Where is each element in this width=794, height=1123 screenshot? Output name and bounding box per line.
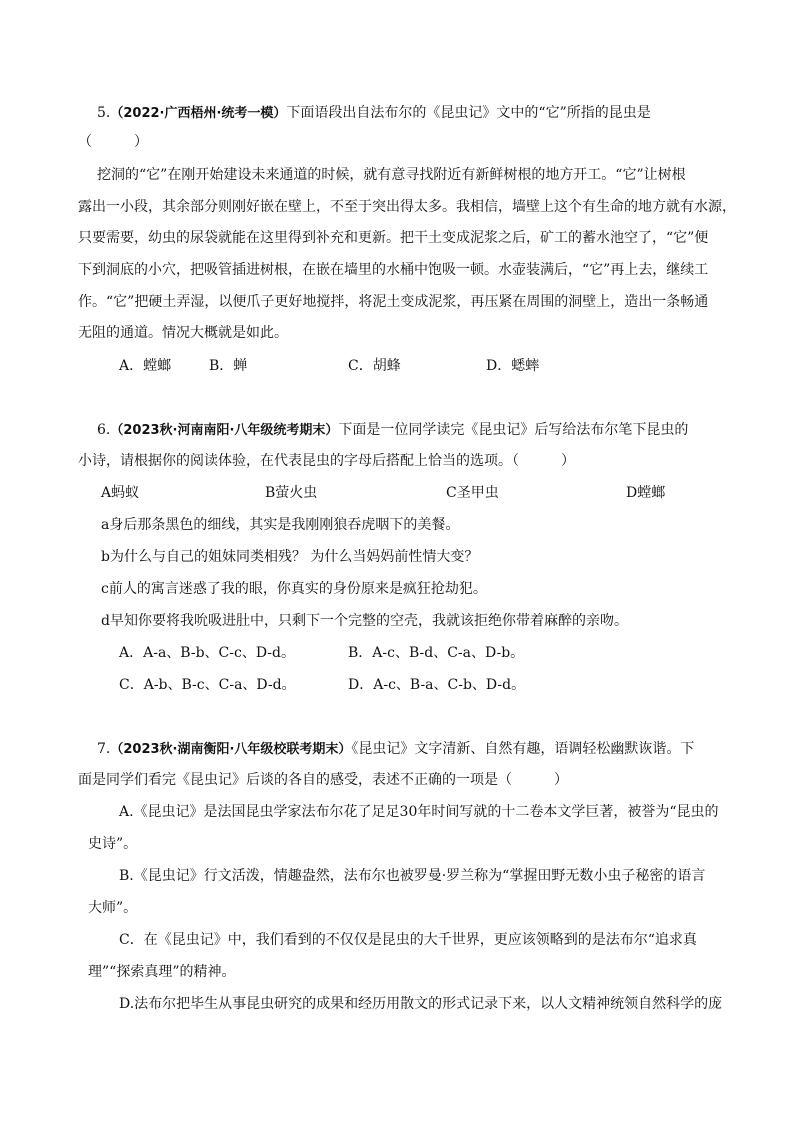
q6-option-b[interactable]: B．A-c、B-d、C-a、D-b。	[348, 645, 525, 661]
q6-insect-d: D螳螂	[626, 485, 666, 501]
q6-option-a[interactable]: A．A-a、B-b、C-c、D-d。	[119, 645, 295, 661]
q7-source: （2023秋·湖南衡阳·八年级校联考期末）	[110, 742, 352, 757]
q6-option-c[interactable]: C．A-b、B-c、C-a、D-d。	[119, 677, 296, 693]
q6-source: （2023秋·河南南阳·八年级统考期末）	[110, 423, 339, 438]
q6-poem-line: a身后那条黑色的细线，其实是我刚刚狼吞虎咽下的美餐。	[101, 517, 460, 533]
q7-option-c-continued: 理”“探索真理”的精神。	[88, 964, 236, 980]
q5-stem: 下面语段出自法布尔的《昆虫记》文中的“它”所指的昆虫是	[286, 105, 651, 121]
q5-option-b[interactable]: B．蝉	[209, 358, 248, 374]
q5-passage-line: 作。“它”把硬土弄湿，以便爪子更好地搅拌，将泥土变成泥浆，再压紧在周围的洞壁上，造出一条畅通	[78, 294, 709, 310]
q6-header	[97, 421, 688, 440]
q5-option-c[interactable]: C．胡蜂	[348, 358, 401, 374]
q6-poem-line: b为什么与自己的姐妹同类相残？ 为什么当妈妈前性情大变？	[101, 549, 479, 565]
q7-number: 7.	[97, 741, 111, 757]
q5-option-d[interactable]: D．蟋蟀	[486, 358, 540, 374]
q7-option-b-continued: 大师”。	[88, 900, 138, 916]
q7-option-c[interactable]: C．在《昆虫记》中，我们看到的不仅仅是昆虫的大千世界，更应该领略到的是法布尔“追求真	[119, 932, 697, 948]
q5-passage-line: 只要需要，幼虫的尿袋就能在这里得到补充和更新。把干土变成泥浆之后，矿工的蓄水池空了，“它”便	[78, 230, 709, 246]
q7-option-b[interactable]: B.《昆虫记》行文活泼，情趣盎然，法布尔也被罗曼·罗兰称为“掌握田野无数小虫子秘密的语言	[119, 868, 706, 884]
q7-stem: 《昆虫记》文字清新、自然有趣，语调轻松幽默诙谐。下	[351, 741, 695, 757]
q5-passage-line: 无阻的通道。情况大概就是如此。	[78, 325, 288, 341]
q5-passage-line: 露出一小段，其余部分则刚好嵌在壁上，不至于突出得太多。我相信，墙壁上这个有生命的地方就有水源，	[78, 199, 736, 215]
q7-option-a-continued: 史诗”。	[88, 836, 138, 852]
q6-poem-line: c前人的寓言迷惑了我的眼，你真实的身份原来是疯狂抢劫犯。	[101, 581, 487, 597]
q6-insect-c: C圣甲虫	[446, 485, 499, 501]
q5-passage-line: 挖洞的“它”在刚开始建设未来通道的时候，就有意寻找附近有新鲜树根的地方开工。“它”让树根	[97, 167, 686, 183]
q6-insect-a: A蚂蚁	[101, 485, 140, 501]
q6-stem-continued: 小诗，请根据你的阅读体验，在代表昆虫的字母后搭配上恰当的选项。（ ）	[78, 453, 575, 469]
q5-passage-line: 下到洞底的小穴，把吸管插进树根，在嵌在墙里的水桶中饱吸一顿。水壶装满后，“它”再上去，继续工	[78, 262, 709, 278]
q5-source: （2022·广西梧州·统考一模）	[110, 106, 287, 121]
q5-option-a[interactable]: A．螳螂	[119, 358, 172, 374]
q7-header	[97, 740, 694, 759]
q7-stem-continued: 面是同学们看完《昆虫记》后谈的各自的感受，表述不正确的一项是（ ）	[78, 772, 568, 788]
q6-insect-b: B萤火虫	[265, 485, 318, 501]
q6-option-d[interactable]: D．A-c、B-a、C-b、D-d。	[348, 677, 526, 693]
q5-answer-blank: （ ）	[78, 134, 148, 150]
q6-stem: 下面是一位同学读完《昆虫记》后写给法布尔笔下昆虫的	[338, 422, 689, 438]
q5-header	[97, 104, 651, 123]
q7-option-d[interactable]: D.法布尔把毕生从事昆虫研究的成果和经历用散文的形式记录下来，以人文精神统领自然科学的庞	[119, 996, 723, 1012]
q6-number: 6.	[97, 422, 111, 438]
q6-poem-line: d早知你要将我吮吸进肚中，只剩下一个完整的空壳，我就该拒绝你带着麻醉的亲吻。	[101, 613, 628, 629]
q7-option-a[interactable]: A.《昆虫记》是法国昆虫学家法布尔花了足足30年时间写就的十二卷本文学巨著，被誉为“昆虫的	[119, 804, 719, 820]
q5-number: 5.	[97, 105, 111, 121]
